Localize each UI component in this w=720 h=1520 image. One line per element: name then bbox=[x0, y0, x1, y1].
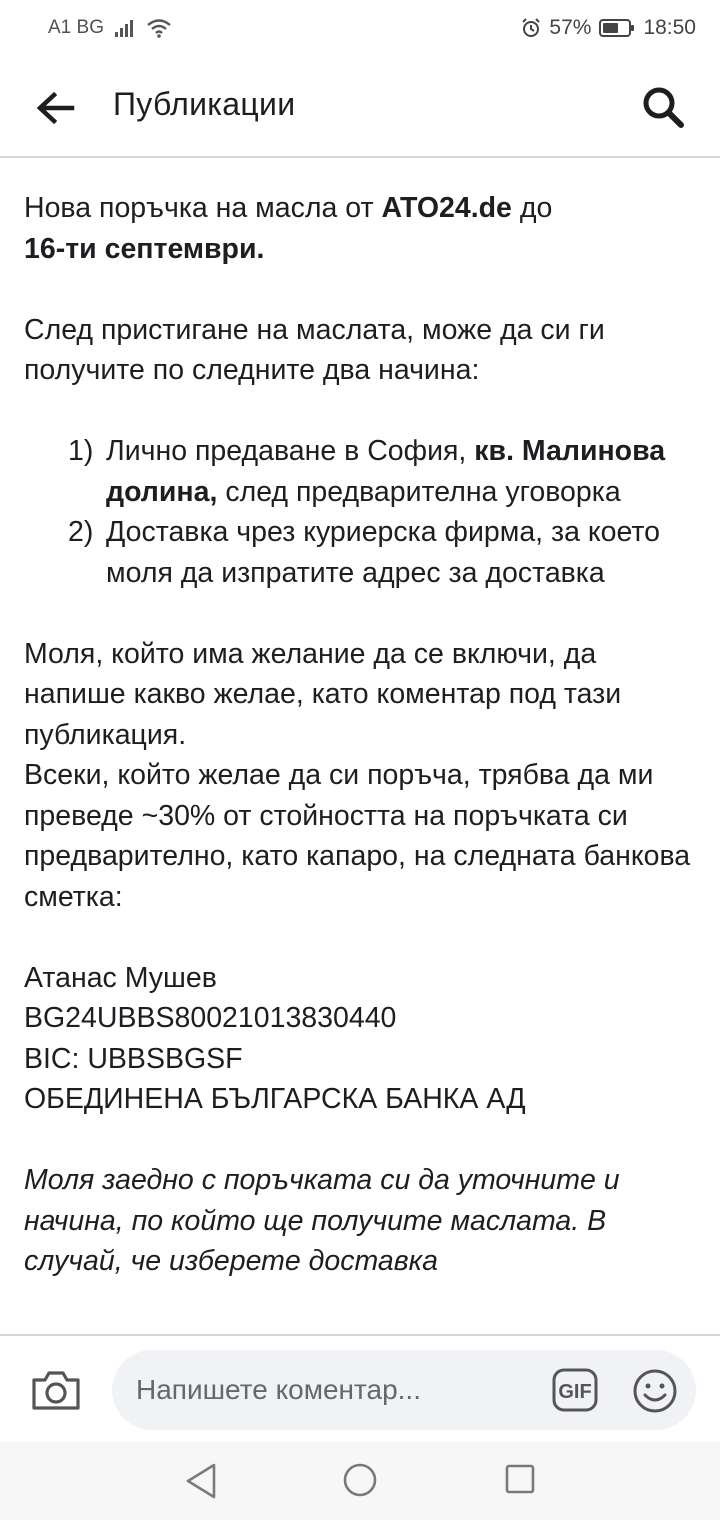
gif-button[interactable] bbox=[552, 1368, 598, 1412]
list-bold-text: кв. Малинова долина, bbox=[106, 435, 666, 508]
carrier-label: A1 BG bbox=[48, 17, 104, 38]
post-paragraph-note: Моля заедно с поръчката си да уточните и начина, по който ще получите маслата. В случай, че изберете доставка bbox=[24, 1164, 620, 1277]
nav-back-button[interactable] bbox=[184, 1462, 218, 1500]
wifi-icon bbox=[146, 18, 172, 38]
clock: 18:50 bbox=[643, 16, 696, 39]
system-nav-bar bbox=[0, 1442, 720, 1520]
page-title: Публикации bbox=[113, 86, 296, 122]
search-button[interactable] bbox=[640, 84, 686, 130]
smiley-icon bbox=[632, 1368, 678, 1414]
square-recent-icon bbox=[504, 1463, 536, 1495]
iban: BG24UBBS80021013830440 bbox=[24, 1002, 397, 1034]
post-paragraph-payment: Всеки, който желае да си поръча, трябва да ми преведе ~30% от стойността на поръчката си предварително, като капаро, на следната банкова сметка: bbox=[24, 759, 691, 913]
camera-icon bbox=[30, 1366, 82, 1414]
bank-name: ОБЕДИНЕНА БЪЛГАРСКА БАНКА АД bbox=[24, 1083, 526, 1115]
post-paragraph-comment: Моля, който има желание да се включи, да напише какво желае, като коментар под тази публикация. bbox=[24, 637, 622, 751]
list-item bbox=[24, 512, 696, 593]
intro-text: Нова поръчка на масла от bbox=[24, 192, 382, 224]
triangle-back-icon bbox=[184, 1462, 218, 1500]
bank-details bbox=[24, 958, 696, 1120]
battery-percent: 57% bbox=[549, 16, 592, 39]
post-body bbox=[0, 158, 720, 1334]
delivery-options-list bbox=[24, 431, 696, 593]
list-text-end: след предварителна уговорка bbox=[217, 475, 621, 508]
gif-icon bbox=[552, 1368, 598, 1412]
post-paragraph-intro bbox=[24, 188, 696, 269]
bic: BIC: UBBSBGSF bbox=[24, 1042, 243, 1075]
nav-recent-button[interactable] bbox=[504, 1463, 536, 1495]
emoji-button[interactable] bbox=[632, 1368, 678, 1414]
gif-label: GIF bbox=[558, 1381, 592, 1403]
app-header bbox=[0, 56, 720, 158]
back-button[interactable] bbox=[34, 86, 78, 130]
list-text: Доставка чрез куриерска фирма, за което моля да изпратите адрес за доставка bbox=[106, 516, 660, 589]
signal-icon bbox=[114, 18, 136, 38]
nav-home-button[interactable] bbox=[342, 1462, 378, 1498]
account-holder: Атанас Мушев bbox=[24, 961, 217, 994]
arrow-left-icon bbox=[34, 86, 78, 130]
shop-name: ATO24.de bbox=[381, 192, 512, 224]
intro-text-end: до bbox=[511, 192, 553, 224]
alarm-icon bbox=[521, 18, 541, 38]
deadline-date: 16-ти септември. bbox=[24, 232, 265, 265]
comment-bar bbox=[0, 1334, 720, 1442]
status-left bbox=[48, 17, 172, 39]
battery-icon bbox=[599, 19, 635, 37]
status-bar bbox=[0, 0, 720, 56]
circle-home-icon bbox=[342, 1462, 378, 1498]
list-number: 2) bbox=[68, 516, 94, 548]
status-right bbox=[521, 16, 696, 40]
comment-input[interactable] bbox=[112, 1350, 696, 1430]
post-paragraph-options: След пристигане на маслата, може да си ги получите по следните два начина: bbox=[24, 313, 605, 386]
camera-button[interactable] bbox=[30, 1366, 82, 1414]
list-item bbox=[24, 431, 696, 512]
search-icon bbox=[640, 84, 686, 130]
list-number: 1) bbox=[68, 435, 94, 467]
list-text: Лично предаване в София, bbox=[106, 435, 475, 467]
